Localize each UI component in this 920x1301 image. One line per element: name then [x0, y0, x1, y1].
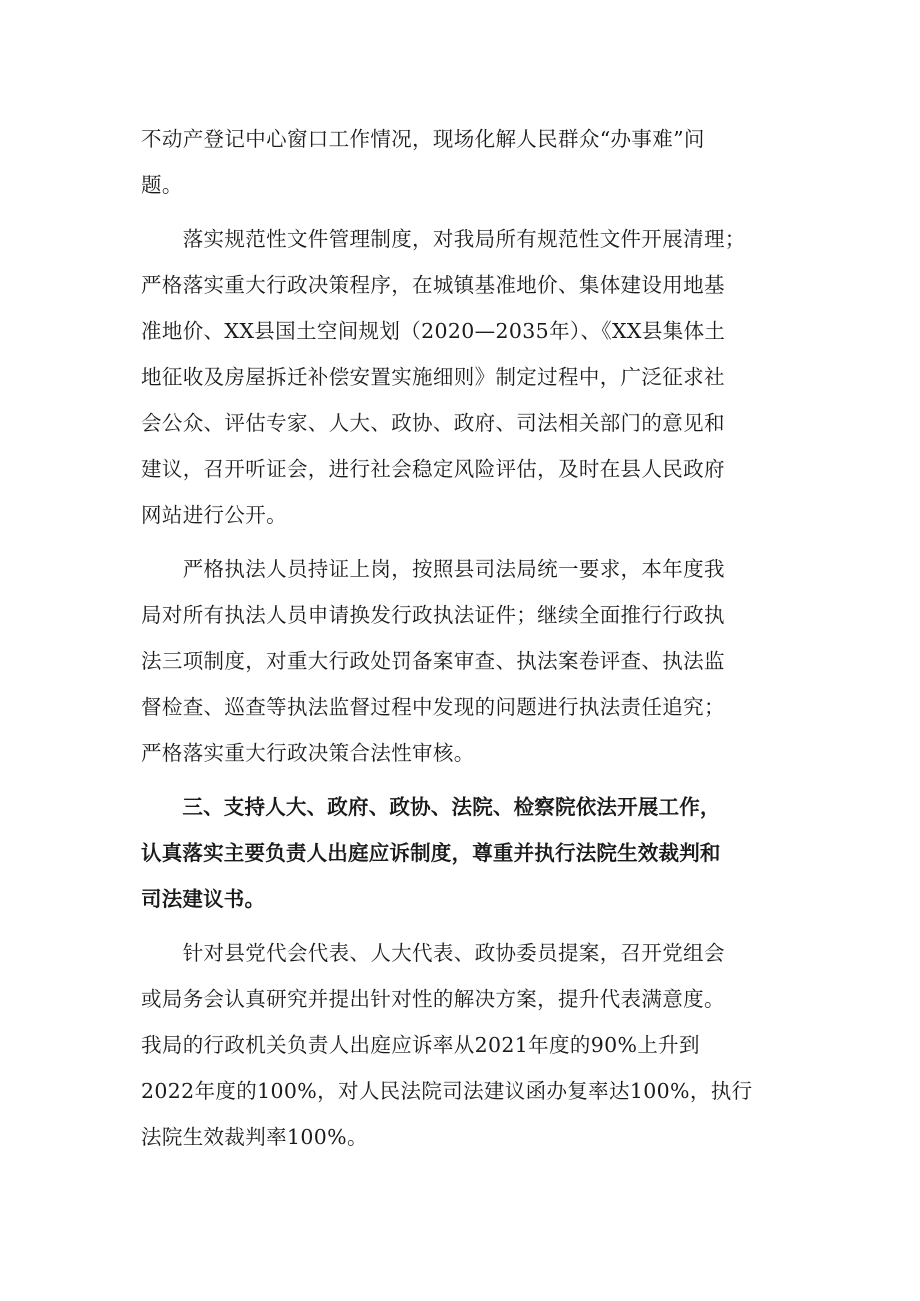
heading-line: 司法建议书。 — [141, 887, 266, 911]
text-line: 针对县党代会代表、人大代表、政协委员提案，召开党组会 — [141, 941, 725, 965]
heading-line: 三、支持人大、政府、政协、法院、检察院依法开展工作， — [141, 795, 721, 819]
text-line: 局对所有执法人员申请换发行政执法证件；继续全面推行行政执 — [141, 603, 725, 627]
text-line: 会公众、评估专家、人大、政协、政府、司法相关部门的意见和 — [141, 411, 725, 435]
text-line: 准地价、XX县国土空间规划（2020—2035年）、《XX县集体土 — [141, 319, 726, 343]
document-body — [141, 116, 801, 1168]
text-line: 地征收及房屋拆迁补偿安置实施细则》制定过程中，广泛征求社 — [141, 365, 725, 389]
text-line: 我局的行政机关负责人出庭应诉率从2021年度的90%上升到 — [141, 1033, 700, 1057]
text-line: 网站进行公开。 — [141, 503, 287, 527]
heading-line: 认真落实主要负责人出庭应诉制度，尊重并执行法院生效裁判和 — [141, 841, 721, 865]
text-line: 督检查、巡查等执法监督过程中发现的问题进行执法责任追究； — [141, 695, 725, 719]
paragraph-normative-documents — [141, 216, 801, 538]
text-line: 法院生效裁判率100%。 — [141, 1125, 368, 1149]
text-line: 2022年度的100%，对人民法院司法建议函办复率达100%，执行 — [141, 1079, 753, 1103]
paragraph-law-enforcement — [141, 546, 801, 776]
text-line: 法三项制度，对重大行政处罚备案审查、执法案卷评查、执法监 — [141, 649, 725, 673]
paragraph-window-work — [141, 116, 801, 208]
text-line: 建议，召开听证会，进行社会稳定风险评估，及时在县人民政府 — [141, 457, 725, 481]
text-line: 严格落实重大行政决策程序，在城镇基准地价、集体建设用地基 — [141, 273, 725, 297]
text-line: 落实规范性文件管理制度，对我局所有规范性文件开展清理； — [141, 227, 746, 251]
paragraph-court-appearance — [141, 930, 801, 1160]
text-line: 题。 — [141, 173, 183, 197]
section-heading-three — [141, 784, 801, 922]
text-line: 或局务会认真研究并提出针对性的解决方案，提升代表满意度。 — [141, 987, 725, 1011]
text-line: 不动产登记中心窗口工作情况，现场化解人民群众“办事难”问 — [141, 127, 705, 151]
text-line: 严格落实重大行政决策合法性审核。 — [141, 741, 475, 765]
text-line: 严格执法人员持证上岗，按照县司法局统一要求，本年度我 — [141, 557, 725, 581]
